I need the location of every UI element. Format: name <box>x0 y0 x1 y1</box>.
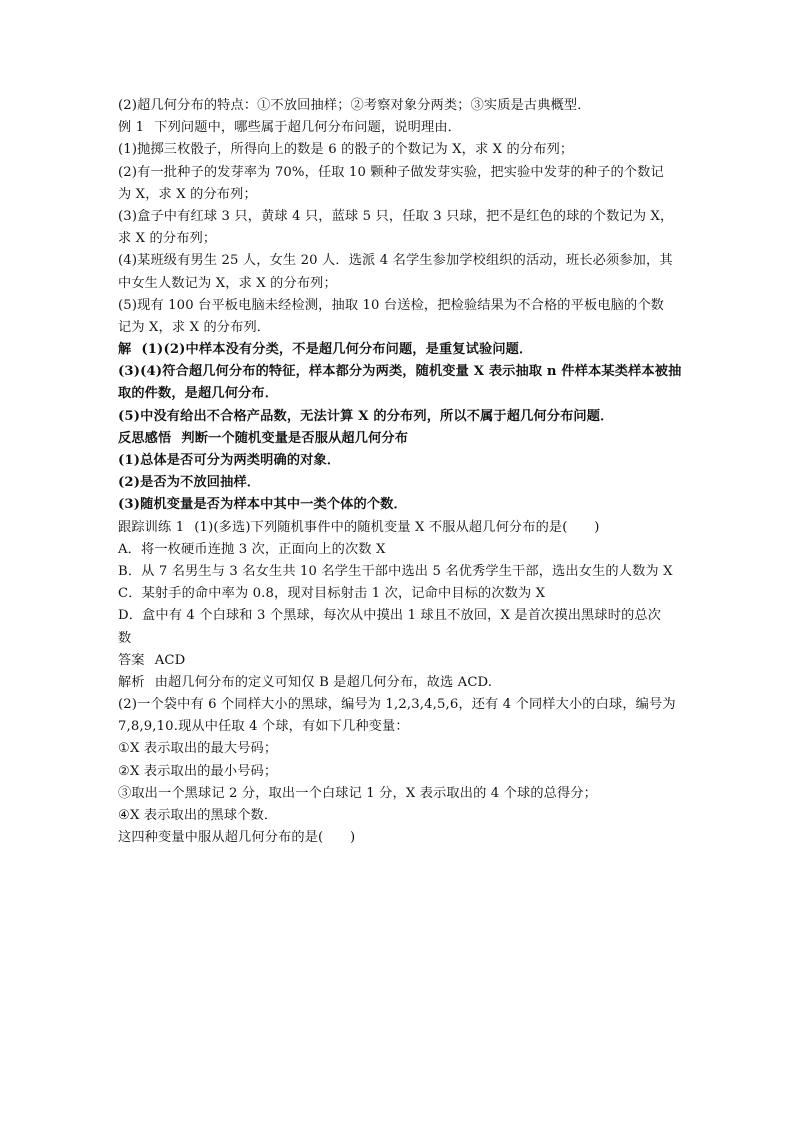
answer-label: 答案 <box>118 652 145 668</box>
text-line: 7,8,9,10.现从中任取 4 个球，有如下几种变量： <box>118 719 409 735</box>
example-label: 例 1 <box>118 120 145 136</box>
text-line: 求 X 的分布列； <box>118 231 217 247</box>
text-line: 这四种变量中服从超几何分布的是( ) <box>118 830 356 846</box>
text-line: (2)是否为不放回抽样． <box>118 475 261 491</box>
text-line: 例 1 下列问题中，哪些属于超几何分布问题，说明理由． <box>118 120 461 136</box>
text-line: (2)一个袋中有 6 个同样大小的黑球，编号为 1,2,3,4,5,6，还有 4 个同样大小的白球，编号为 <box>118 697 676 713</box>
text-line: ④X 表示取出的黑球个数． <box>118 808 278 823</box>
text-line: (1)抛掷三枚骰子，所得向上的数是 6 的骰子的个数记为 X，求 X 的分布列； <box>118 142 574 158</box>
analysis-line: 解析 由超几何分布的定义可知仅 B 是超几何分布，故选 ACD. <box>118 674 493 690</box>
solution-label: 解 <box>118 342 132 358</box>
text-line: (2)有一批种子的发芽率为 70%，任取 10 颗种子做发芽实验，把实验中发芽的种子的个数记 <box>118 164 664 180</box>
option-c: C．某射手的命中率为 0.8，现对目标射击 1 次，记命中目标的次数为 X <box>118 586 546 602</box>
document-body <box>118 95 683 849</box>
text-line: (2)超几何分布的特点：①不放回抽样；②考察对象分两类；③实质是古典概型． <box>118 98 591 113</box>
option-d: D．盒中有 4 个白球和 3 个黑球，每次从中摸出 1 球且不放回，X 是首次摸出黑球时的总次 <box>118 608 662 624</box>
text-line: (5)中没有给出不合格产品数，无法计算 X 的分布列，所以不属于超几何分布问题． <box>118 408 614 424</box>
analysis-label: 解析 <box>118 674 145 690</box>
text-line: (3)(4)符合超几何分布的特征，样本都分为两类，随机变量 X 表示抽取 n 件样本某类样本被抽 <box>118 364 682 380</box>
text-line: (3)盒子中有红球 3 只，黄球 4 只，蓝球 5 只，任取 3 只球，把不是红色的球的个数记为 X， <box>118 208 674 224</box>
text-line: 数 <box>118 630 132 646</box>
practice-label: 跟踪训练 1 <box>118 519 185 535</box>
text-line: 解 (1)(2)中样本没有分类，不是超几何分布问题，是重复试验问题． <box>118 342 533 358</box>
option-b: B．从 7 名男生与 3 名女生共 10 名学生干部中选出 5 名优秀学生干部，选出女生的人数为 X <box>118 563 673 579</box>
text-line: (1)总体是否可分为两类明确的对象． <box>118 453 341 468</box>
text-line: (5)现有 100 台平板电脑未经检测，抽取 10 台送检，把检验结果为不合格的平板电脑的个数 <box>118 297 665 313</box>
text-line: ③取出一个黑球记 2 分，取出一个白球记 1 分，X 表示取出的 4 个球的总得分； <box>118 785 598 801</box>
text-line: 中女生人数记为 X，求 X 的分布列； <box>118 275 337 291</box>
text-line: (3)随机变量是否为样本中其中一类个体的个数． <box>118 497 407 513</box>
text-line: (4)某班级有男生 25 人，女生 20 人．选派 4 名学生参加学校组织的活动，班长必须参加，其 <box>118 253 673 269</box>
text-line: 取的件数，是超几何分布． <box>118 386 279 402</box>
text-line: 跟踪训练 1 (1)(多选)下列随机事件中的随机变量 X 不服从超几何分布的是( ) <box>118 519 600 535</box>
answer-line: 答案 ACD <box>118 652 186 668</box>
reflection-label: 反思感悟 <box>118 430 172 446</box>
option-a: A．将一枚硬币连抛 3 次，正面向上的次数 X <box>118 541 386 557</box>
text-line: 记为 X，求 X 的分布列． <box>118 319 271 335</box>
text-line: ①X 表示取出的最大号码； <box>118 741 278 757</box>
text-line: ②X 表示取出的最小号码； <box>118 763 278 779</box>
text-line: 反思感悟 判断一个随机变量是否服从超几何分布 <box>118 430 409 446</box>
text-line: 为 X，求 X 的分布列； <box>118 186 257 202</box>
